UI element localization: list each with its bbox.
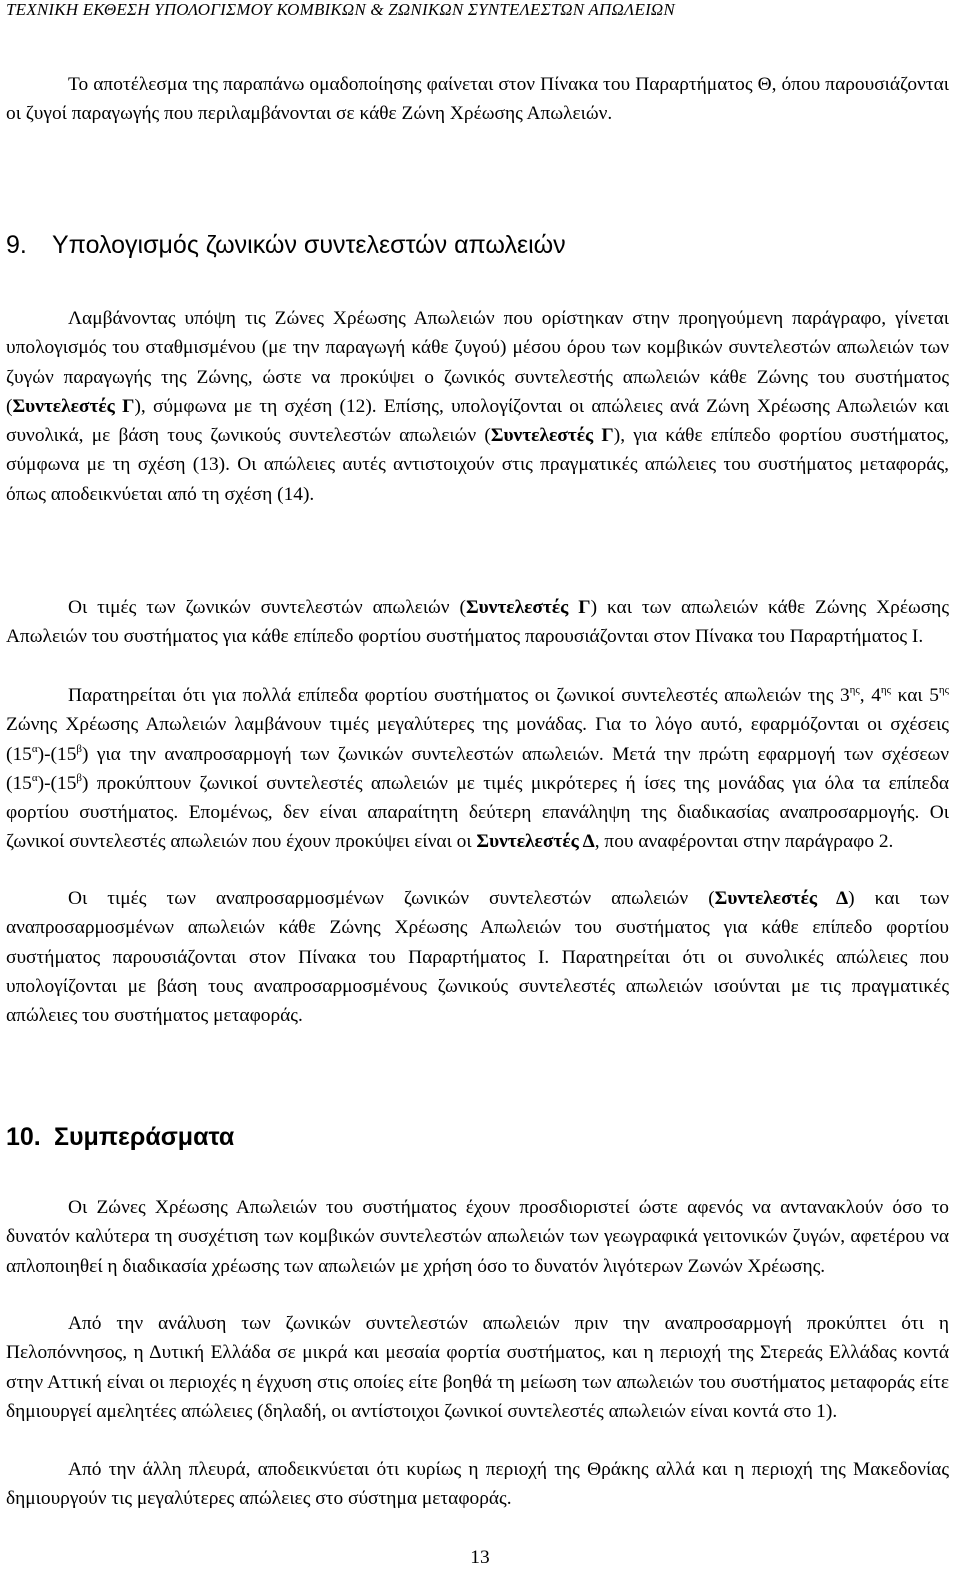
text-run: Οι τιμές των αναπροσαρμοσμένων ζωνικών συντελεστών απωλειών ( bbox=[68, 888, 715, 909]
section-9-paragraph-3 bbox=[6, 681, 949, 857]
superscript: α bbox=[31, 742, 38, 755]
bold-term: Συντελεστές Γ bbox=[490, 425, 614, 447]
section-9-paragraph-1 bbox=[6, 304, 949, 509]
text-run: ) και των απωλειών κάθε Ζώνης Χρέωσης Απωλειών του συστήματος για κάθε επίπεδο φορτίου συστήματος παρουσιάζονται στον Πίνακα του Παραρτήματος Ι. bbox=[6, 597, 949, 648]
running-header: ΤΕΧΝΙΚΗ ΕΚΘΕΣΗ ΥΠΟΛΟΓΙΣΜΟΥ ΚΟΜΒΙΚΩΝ & ΖΩΝΙΚΩΝ ΣΥΝΤΕΛΕΣΤΩΝ ΑΠΩΛΕΙΩΝ bbox=[6, 0, 675, 19]
section-9-paragraph-2 bbox=[6, 593, 949, 652]
superscript: ης bbox=[938, 684, 949, 696]
section-10-number: 10. bbox=[6, 1123, 41, 1151]
text-run: Οι τιμές των ζωνικών συντελεστών απωλειών ( bbox=[68, 597, 466, 618]
text-run: και 5 bbox=[891, 685, 939, 706]
intro-paragraph: Το αποτέλεσμα της παραπάνω ομαδοποίησης φαίνεται στον Πίνακα του Παραρτήματος Θ, όπου παρουσιάζονται οι ζυγοί παραγωγής που περιλαμβάνονται σε κάθε Ζώνη Χρέωσης Απωλειών. bbox=[6, 74, 949, 125]
section-10-paragraph-1: Οι Ζώνες Χρέωσης Απωλειών του συστήματος έχουν προσδιοριστεί ώστε αφενός να αντανακλούν όσο το δυνατόν καλύτερα τη συσχέτιση των κομβικών συντελεστών απωλειών των γεωγραφικά γειτονικών ζυγών, αφετέρου να απλοποιηθεί η διαδικασία χρέωσης των απωλειών με χρήση όσο το δυνατόν λιγότερων Ζωνών Χρέωσης. bbox=[6, 1197, 949, 1277]
bold-term: Συντελεστές Γ bbox=[12, 395, 135, 417]
section-9-number: 9. bbox=[6, 231, 27, 259]
page-number: 13 bbox=[470, 1547, 490, 1568]
text-run: )-(15 bbox=[37, 772, 77, 794]
text-run: , που αναφέρονται στην παράγραφο 2. bbox=[594, 831, 894, 853]
text-run: , 4 bbox=[859, 685, 881, 706]
section-10-paragraph-2: Από την ανάλυση των ζωνικών συντελεστών απωλειών πριν την αναπροσαρμογή προκύπτει ότι η Πελοπόννησος, η Δυτική Ελλάδα σε μικρά και μεσαία φορτία συστήματος, και η περιοχή της Στερεάς Ελλάδας κοντά στην Αττική είναι οι περιοχές η έγχυση στις οποίες είτε βοηθά τη μείωση των απωλειών του συστήματος μεταφοράς είτε δημιουργεί αμελητέες απώλειες (δηλαδή, οι αντίστοιχοι ζωνικοί συντελεστές απωλειών είναι κοντά στο 1). bbox=[6, 1313, 949, 1422]
section-10-paragraph-3: Από την άλλη πλευρά, αποδεικνύεται ότι κυρίως η περιοχή της Θράκης αλλά και η περιοχή της Μακεδονίας δημιουργούν τις μεγαλύτερες απώλειες στο σύστημα μεταφοράς. bbox=[6, 1459, 949, 1510]
section-10-title: Συμπεράσματα bbox=[54, 1123, 235, 1151]
text-run: ) προκύπτουν ζωνικοί συντελεστές απωλειών με τιμές μικρότερες ή ίσες της μονάδας για όλα τα επίπεδα φορτίου συστήματος. Επομένως, δεν είναι απαραίτητη δεύτερη επανάληψη της διαδικασίας αναπροσαρμογής. Οι ζωνικοί συντελεστές απωλειών που έχουν προκύψει είναι οι bbox=[6, 772, 949, 853]
text-run: ), για κάθε επίπεδο φορτίου συστήματος, σύμφωνα με τη σχέση (13). Οι απώλειες αυτές αντιστοιχούν στις πραγματικές απώλειες του συστήματος μεταφοράς, όπως αποδεικνύεται από τη σχέση (14). bbox=[6, 425, 950, 505]
text-run: Λαμβάνοντας υπόψη τις Ζώνες Χρέωσης Απωλειών που ορίστηκαν στην προηγούμενη παράγραφο, γίνεται υπολογισμός του σταθμισμένου (με την παραγωγή κάθε ζυγού) μέσου όρου των κομβικών συντελεστών απωλειών των ζυγών παραγωγής της Ζώνης, ώστε να προκύψει ο ζωνικός συντελεστής απωλειών κάθε Ζώνης του συστήματος ( bbox=[6, 308, 949, 417]
bold-term: Συντελεστές Δ bbox=[476, 831, 595, 853]
section-9-heading bbox=[6, 230, 566, 260]
text-run: Ζώνης Χρέωσης Απωλειών λαμβάνουν τιμές μεγαλύτερες της μονάδας. Για το λόγο αυτό, εφαρμόζονται οι σχέσεις (15 bbox=[6, 714, 949, 765]
section-9-title: Υπολογισμός ζωνικών συντελεστών απωλειών bbox=[52, 231, 566, 259]
text-run: ) για την αναπροσαρμογή των ζωνικών συντελεστών απωλειών. Μετά την πρώτη εφαρμογή των σχέσεων (15 bbox=[6, 743, 949, 794]
superscript: β bbox=[76, 742, 82, 755]
superscript: α bbox=[31, 771, 38, 784]
text-run: )-(15 bbox=[37, 743, 77, 765]
bold-term: Συντελεστές Γ bbox=[465, 597, 591, 618]
text-run: ), σύμφωνα με τη σχέση (12). Επίσης, υπολογίζονται οι απώλειες ανά Ζώνη Χρέωσης Απωλειών και συνολικά, με βάση τους ζωνικούς συντελεστών απωλειών ( bbox=[6, 395, 949, 447]
superscript: ης bbox=[849, 684, 860, 696]
superscript: β bbox=[76, 771, 82, 784]
text-run: ) και των αναπροσαρμοσμένων απωλειών κάθε Ζώνης Χρέωσης Απωλειών του συστήματος για κάθε επίπεδο φορτίου συστήματος παρουσιάζονται στον Πίνακα του Παραρτήματος Ι. Παρατηρείται ότι οι συνολικές απώλειες που υπολογίζονται με βάση τους αναπροσαρμοσμένους ζωνικούς συντελεστές απωλειών ισούνται με τις πραγματικές απώλειες του συστήματος μεταφοράς. bbox=[6, 888, 949, 1027]
section-10-heading bbox=[6, 1122, 234, 1152]
text-run: Παρατηρείται ότι για πολλά επίπεδα φορτίου συστήματος οι ζωνικοί συντελεστές απωλειών της 3 bbox=[68, 685, 850, 706]
section-9-paragraph-4 bbox=[6, 884, 949, 1030]
bold-term: Συντελεστές Δ bbox=[714, 888, 849, 909]
superscript: ης bbox=[880, 684, 892, 696]
